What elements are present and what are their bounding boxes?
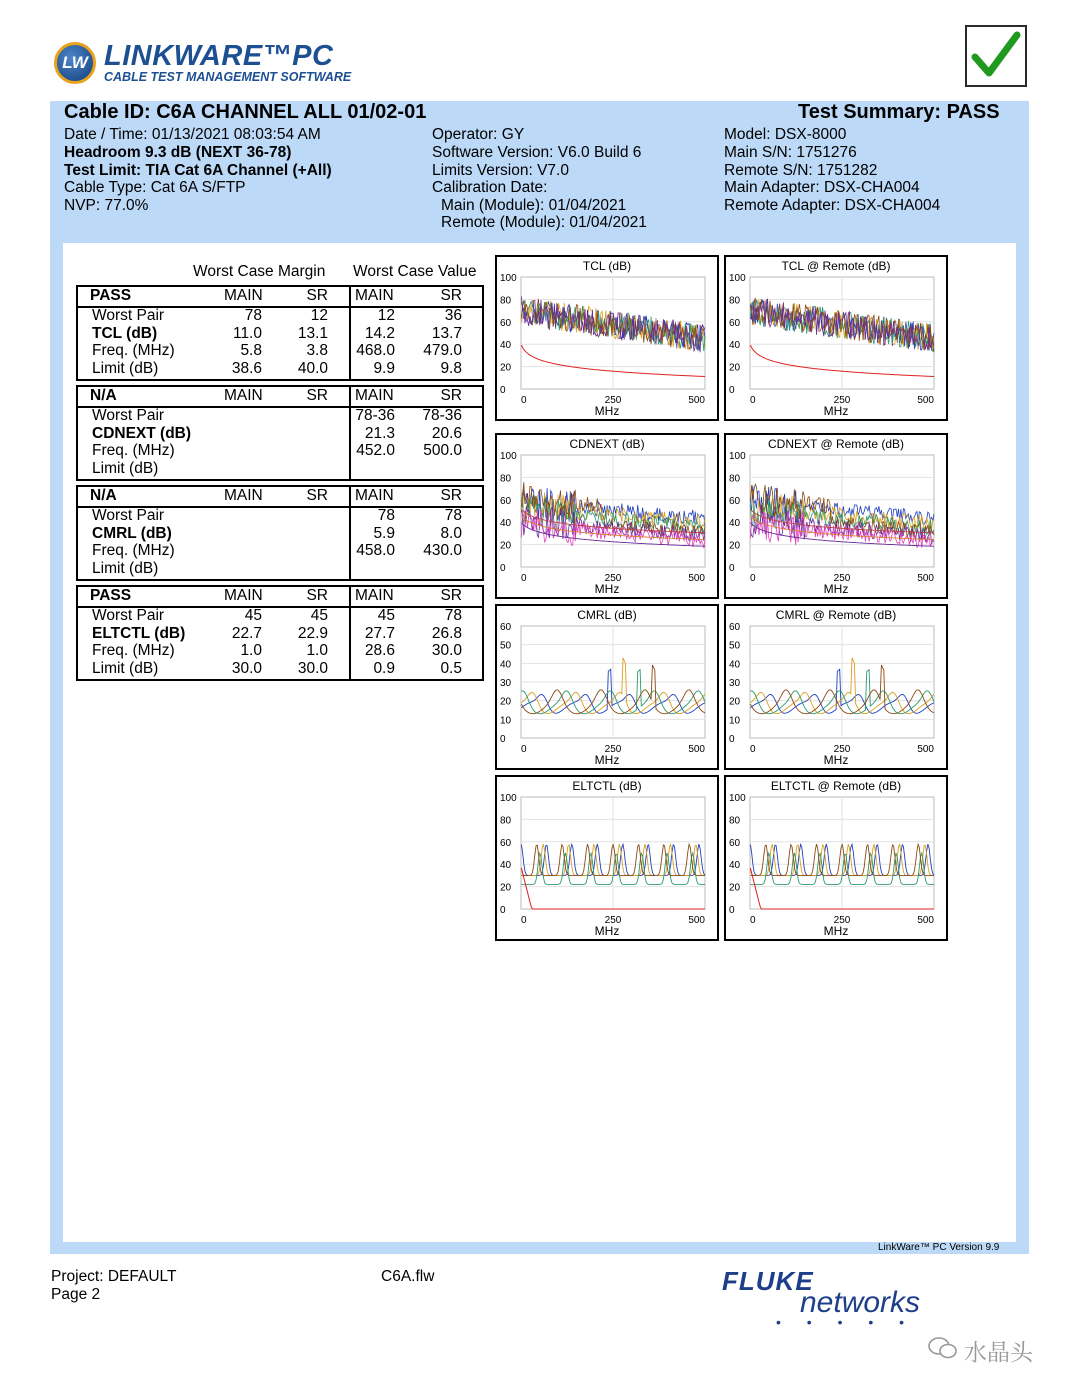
col-head-sr-value: SR [440,587,462,604]
x-tick-label: 250 [833,395,851,406]
chart-panel [724,775,948,941]
y-tick-label: 50 [500,640,512,652]
x-tick-label: 0 [750,915,756,926]
table-cell: 14.2 [364,324,395,342]
table-cell: 28.6 [364,642,395,659]
chart-panel [495,255,719,421]
x-tick-label: 250 [604,915,622,926]
y-tick-label: 20 [500,696,512,708]
chart-svg [726,606,950,772]
wechat-icon [928,1336,958,1360]
worst-case-margin-heading: Worst Case Margin [193,263,326,280]
table-cell: 452.0 [356,442,395,459]
table-divider [349,487,351,579]
remote-adapter: Remote Adapter: DSX-CHA004 [724,197,941,214]
table-status: PASS [90,287,132,304]
table-cell: 78 [377,507,395,524]
table-status: PASS [90,587,132,604]
y-tick-label: 10 [729,715,741,727]
main-sn: Main S/N: 1751276 [724,144,857,161]
date-time: Date / Time: 01/13/2021 08:03:54 AM [64,126,321,143]
col-head-main-value: MAIN [355,287,394,304]
table-cell: 27.7 [364,624,395,642]
table-cell: 21.3 [364,424,395,442]
y-tick-label: 30 [500,678,512,689]
table-row-label: Limit (dB) [92,359,159,377]
table-cell: 1.0 [240,642,262,659]
table-divider [349,587,351,679]
x-tick-label: 0 [521,573,527,584]
table-cell: 9.9 [373,359,395,377]
table-cell: 12 [377,307,395,324]
result-table [76,285,484,381]
table-row-label: Worst Pair [92,507,165,524]
col-head-sr-margin: SR [306,387,328,404]
table-cell: 13.1 [297,324,328,342]
y-tick-label: 60 [729,622,741,633]
table-cell: 38.6 [231,359,262,377]
col-head-sr-value: SR [440,287,462,304]
chart-title: ELTCTL (dB) [572,779,642,793]
x-tick-label: 250 [833,915,851,926]
x-tick-label: 500 [688,573,705,584]
y-tick-label: 80 [500,473,512,485]
table-row-label: Limit (dB) [92,459,159,477]
table-cell: 13.7 [431,324,462,342]
chart-title: CMRL (dB) [577,608,637,622]
y-tick-label: 0 [500,563,506,574]
chart-panel [495,775,719,941]
y-tick-label: 60 [500,837,512,849]
col-head-main-margin: MAIN [224,287,263,304]
y-tick-label: 60 [729,317,741,329]
pass-checkmark-icon [965,25,1027,87]
table-cell: 11.0 [232,324,262,342]
table-cell: 500.0 [423,442,462,459]
y-tick-label: 0 [729,905,735,916]
y-tick-label: 80 [500,295,512,307]
table-row-label: CDNEXT (dB) [92,424,192,442]
y-tick-label: 60 [500,495,512,507]
chart-title: CMRL @ Remote (dB) [775,608,897,622]
test-summary: Test Summary: PASS [798,101,1000,123]
networks-logo: networks [800,1286,921,1319]
y-tick-label: 80 [729,815,741,827]
y-tick-label: 20 [500,362,512,374]
table-cell: 78 [444,507,462,524]
table-row-label: Worst Pair [92,307,165,324]
table-cell: 78-36 [355,407,395,424]
result-table [76,485,484,581]
y-tick-label: 20 [729,882,741,894]
model: Model: DSX-8000 [724,126,847,143]
remote-sn: Remote S/N: 1751282 [724,162,878,179]
table-cell: 3.8 [306,342,328,359]
x-tick-label: 500 [688,744,705,755]
x-tick-label: 500 [917,744,934,755]
x-tick-label: 250 [833,573,851,584]
chart-xlabel: MHz [823,582,849,596]
chart-panel [724,255,948,421]
y-tick-label: 100 [500,793,517,804]
y-tick-label: 40 [500,340,512,352]
chart-xlabel: MHz [594,753,620,767]
table-row-label: TCL (dB) [92,324,158,342]
chart-xlabel: MHz [823,753,849,767]
y-tick-label: 20 [500,540,512,552]
cable-id: Cable ID: C6A CHANNEL ALL 01/02-01 [64,101,427,123]
y-tick-label: 0 [729,563,735,574]
result-table [76,585,484,681]
x-tick-label: 0 [521,395,527,406]
table-cell: 30.0 [431,642,462,659]
software-version-footer: LinkWare™ PC Version 9.9 [878,1242,1000,1253]
chart-panel [495,433,719,599]
limits-version: Limits Version: V7.0 [432,162,569,179]
table-cell: 1.0 [306,642,328,659]
table-row-label: Limit (dB) [92,559,159,577]
table-row-label: Limit (dB) [92,659,159,677]
table-row-label: Worst Pair [92,407,165,424]
x-tick-label: 500 [917,915,934,926]
y-tick-label: 0 [500,385,506,396]
chart-xlabel: MHz [823,404,849,418]
col-head-main-margin: MAIN [224,587,263,604]
table-row-label: Freq. (MHz) [92,542,175,559]
table-cell: 458.0 [356,542,395,559]
fluke-logo: FLUKE [722,1266,814,1296]
remote-module-date: Remote (Module): 01/04/2021 [441,214,647,231]
nvp: NVP: 77.0% [64,197,149,214]
chart-xlabel: MHz [823,924,849,938]
col-head-sr-value: SR [440,487,462,504]
x-tick-label: 250 [833,744,851,755]
test-limit: Test Limit: TIA Cat 6A Channel (+All) [64,162,332,179]
table-cell: 78 [244,307,262,324]
table-cell: 20.6 [431,424,462,442]
table-cell: 479.0 [423,342,462,359]
y-tick-label: 40 [500,659,512,671]
x-tick-label: 500 [917,573,934,584]
chart-svg [497,606,721,772]
table-cell: 12 [310,307,328,324]
main-module-date: Main (Module): 01/04/2021 [441,197,627,214]
x-tick-label: 500 [688,915,705,926]
x-tick-label: 0 [521,744,527,755]
x-tick-label: 500 [917,395,934,406]
table-row-label: Worst Pair [92,607,165,624]
y-tick-label: 100 [729,451,746,462]
linkware-logo-badge: LW [54,42,96,84]
table-cell: 430.0 [423,542,462,559]
calibration-date: Calibration Date: [432,179,548,196]
table-cell: 9.8 [440,359,462,377]
col-head-sr-value: SR [440,387,462,404]
chart-svg [726,435,950,601]
y-tick-label: 40 [729,659,741,671]
y-tick-label: 60 [500,317,512,329]
table-row-label: CMRL (dB) [92,524,172,542]
x-tick-label: 0 [750,744,756,755]
table-cell: 26.8 [431,624,462,642]
table-cell: 78-36 [422,407,462,424]
y-tick-label: 20 [729,696,741,708]
y-tick-label: 0 [500,734,506,745]
col-head-sr-margin: SR [306,287,328,304]
chart-panel [724,604,948,770]
chart-title: TCL @ Remote (dB) [781,259,891,273]
chart-svg [497,777,721,943]
table-cell: 22.7 [231,624,262,642]
worst-case-value-heading: Worst Case Value [353,263,477,280]
x-tick-label: 0 [750,395,756,406]
table-divider [349,387,351,479]
chart-xlabel: MHz [594,404,620,418]
x-tick-label: 500 [688,395,705,406]
operator: Operator: GY [432,126,525,143]
fluke-dots: • • • • • [776,1314,916,1330]
table-divider [349,287,351,379]
y-tick-label: 40 [500,518,512,530]
project-label: Project: DEFAULT [51,1268,177,1285]
cable-type: Cable Type: Cat 6A S/FTP [64,179,246,196]
table-status: N/A [90,487,117,504]
col-head-main-margin: MAIN [224,487,263,504]
y-tick-label: 100 [729,793,746,804]
chart-panel [495,604,719,770]
y-tick-label: 0 [729,734,735,745]
chart-title: CDNEXT @ Remote (dB) [768,437,904,451]
table-cell: 45 [310,607,328,624]
col-head-main-margin: MAIN [224,387,263,404]
table-cell: 78 [444,607,462,624]
table-cell: 0.5 [440,659,462,677]
y-tick-label: 30 [729,678,741,689]
x-tick-label: 250 [604,395,622,406]
linkware-logo-subtitle: CABLE TEST MANAGEMENT SOFTWARE [104,70,352,84]
headroom: Headroom 9.3 dB (NEXT 36-78) [64,144,292,161]
chart-svg [726,257,950,423]
x-tick-label: 250 [604,744,622,755]
y-tick-label: 80 [729,295,741,307]
y-tick-label: 80 [500,815,512,827]
table-cell: 5.9 [373,524,395,542]
linkware-logo-text: LINKWARE™PC [104,40,334,72]
main-adapter: Main Adapter: DSX-CHA004 [724,179,920,196]
col-head-sr-margin: SR [306,587,328,604]
y-tick-label: 50 [729,640,741,652]
table-cell: 22.9 [297,624,328,642]
y-tick-label: 20 [729,362,741,374]
table-cell: 5.8 [240,342,262,359]
page-number: Page 2 [51,1286,101,1303]
chart-xlabel: MHz [594,924,620,938]
chart-title: ELTCTL @ Remote (dB) [770,779,902,793]
y-tick-label: 40 [729,860,741,872]
y-tick-label: 10 [500,715,512,727]
table-cell: 0.9 [373,659,395,677]
table-row-label: Freq. (MHz) [92,442,175,459]
chart-svg [726,777,950,943]
table-cell: 36 [444,307,462,324]
table-cell: 468.0 [356,342,395,359]
table-cell: 45 [244,607,262,624]
table-status: N/A [90,387,117,404]
watermark-text: 水晶头 [964,1340,1033,1366]
table-row-label: ELTCTL (dB) [92,624,186,642]
y-tick-label: 0 [729,385,735,396]
table-cell: 30.0 [297,659,328,677]
y-tick-label: 100 [500,451,517,462]
y-tick-label: 60 [729,837,741,849]
y-tick-label: 20 [729,540,741,552]
y-tick-label: 0 [500,905,506,916]
chart-xlabel: MHz [594,582,620,596]
table-row-label: Freq. (MHz) [92,342,175,359]
software-version: Software Version: V6.0 Build 6 [432,144,642,161]
y-tick-label: 40 [729,518,741,530]
y-tick-label: 20 [500,882,512,894]
chart-svg [497,257,721,423]
y-tick-label: 60 [500,622,512,633]
chart-title: TCL (dB) [582,259,632,273]
x-tick-label: 250 [604,573,622,584]
x-tick-label: 0 [521,915,527,926]
table-cell: 40.0 [297,359,328,377]
y-tick-label: 80 [729,473,741,485]
chart-title: CDNEXT (dB) [569,437,645,451]
y-tick-label: 100 [500,273,517,284]
y-tick-label: 100 [729,273,746,284]
chart-panel [724,433,948,599]
file-name: C6A.flw [381,1268,435,1285]
table-cell: 30.0 [231,659,262,677]
y-tick-label: 40 [729,340,741,352]
col-head-main-value: MAIN [355,487,394,504]
col-head-main-value: MAIN [355,587,394,604]
table-cell: 45 [377,607,395,624]
table-cell: 8.0 [440,524,462,542]
col-head-main-value: MAIN [355,387,394,404]
col-head-sr-margin: SR [306,487,328,504]
result-table [76,385,484,481]
y-tick-label: 60 [729,495,741,507]
chart-svg [497,435,721,601]
y-tick-label: 40 [500,860,512,872]
table-row-label: Freq. (MHz) [92,642,175,659]
x-tick-label: 0 [750,573,756,584]
